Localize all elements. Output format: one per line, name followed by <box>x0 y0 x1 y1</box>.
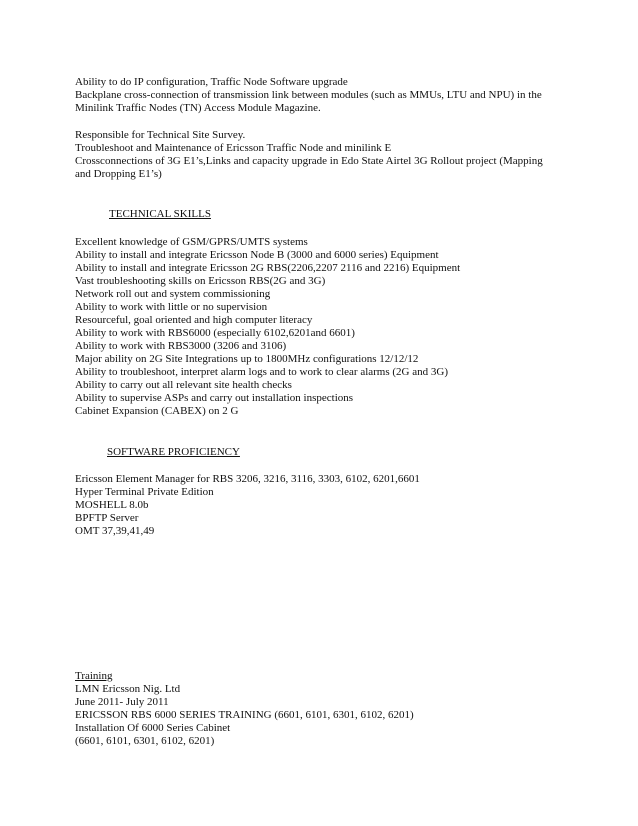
software-item: OMT 37,39,41,49 <box>75 525 155 537</box>
skill-item: Ability to troubleshoot, interpret alarm logs and to work to clear alarms (2G and 3G) <box>75 366 448 378</box>
technical-skills-heading: TECHNICAL SKILLS <box>109 208 211 220</box>
software-proficiency-list <box>75 473 575 538</box>
technical-skills-list <box>75 236 575 418</box>
skill-item: Cabinet Expansion (CABEX) on 2 G <box>75 405 239 417</box>
responsibility-line: Crossconnections of 3G E1’s,Links and capacity upgrade in Edo State Airtel 3G Rollout project (Mapping <box>75 155 543 167</box>
skill-item: Major ability on 2G Site Integrations up to 1800MHz configurations 12/12/12 <box>75 353 419 365</box>
skill-item: Ability to install and integrate Ericsson 2G RBS(2206,2207 2116 and 2216) Equipment <box>75 262 461 274</box>
software-item: BPFTP Server <box>75 512 139 524</box>
training-item: Installation Of 6000 Series Cabinet <box>75 722 231 734</box>
responsibility-line: and Dropping E1’s) <box>75 168 162 180</box>
skill-item: Vast troubleshooting skills on Ericsson RBS(2G and 3G) <box>75 275 326 287</box>
training-item: LMN Ericsson Nig. Ltd <box>75 683 181 695</box>
training-heading: Training <box>75 670 113 682</box>
training-section <box>75 670 575 748</box>
skill-item: Ability to work with little or no supervision <box>75 301 268 313</box>
skill-item: Ability to install and integrate Ericsson Node B (3000 and 6000 series) Equipment <box>75 249 439 261</box>
software-item: Hyper Terminal Private Edition <box>75 486 214 498</box>
skill-item: Network roll out and system commissioning <box>75 288 271 300</box>
skill-item: Excellent knowledge of GSM/GPRS/UMTS systems <box>75 236 308 248</box>
intro-line: Backplane cross-connection of transmission link between modules (such as MMUs, LTU and NPU) in the <box>75 89 542 101</box>
intro-section <box>75 76 575 115</box>
software-item: MOSHELL 8.0b <box>75 499 149 511</box>
training-item: (6601, 6101, 6301, 6102, 6201) <box>75 735 215 747</box>
responsibilities-section <box>75 129 575 181</box>
skill-item: Ability to supervise ASPs and carry out installation inspections <box>75 392 354 404</box>
skill-item: Ability to work with RBS6000 (especially 6102,6201and 6601) <box>75 327 355 339</box>
training-item: ERICSSON RBS 6000 SERIES TRAINING (6601, 6101, 6301, 6102, 6201) <box>75 709 414 721</box>
responsibility-line: Troubleshoot and Maintenance of Ericsson Traffic Node and minilink E <box>75 142 392 154</box>
training-item: June 2011- July 2011 <box>75 696 169 708</box>
skill-item: Ability to work with RBS3000 (3206 and 3106) <box>75 340 287 352</box>
intro-line: Ability to do IP configuration, Traffic Node Software upgrade <box>75 76 348 88</box>
skill-item: Ability to carry out all relevant site health checks <box>75 379 292 391</box>
responsibility-line: Responsible for Technical Site Survey. <box>75 129 246 141</box>
software-proficiency-heading: SOFTWARE PROFICIENCY <box>107 446 240 458</box>
skill-item: Resourceful, goal oriented and high computer literacy <box>75 314 313 326</box>
software-item: Ericsson Element Manager for RBS 3206, 3216, 3116, 3303, 6102, 6201,6601 <box>75 473 420 485</box>
intro-line: Minilink Traffic Nodes (TN) Access Module Magazine. <box>75 102 321 114</box>
